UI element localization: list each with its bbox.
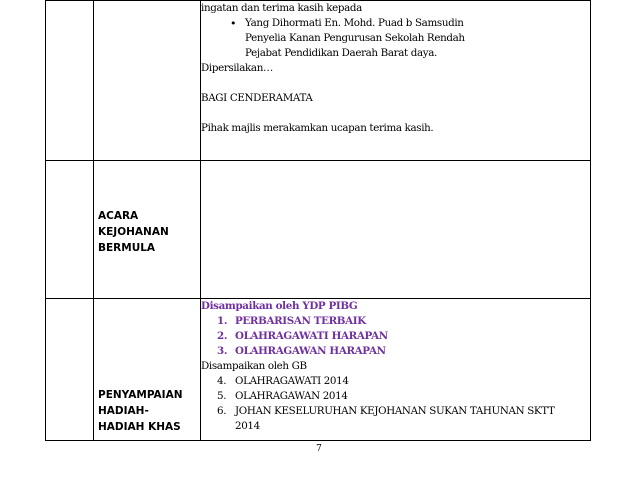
label-line: KEJOHANAN — [98, 225, 169, 238]
item-text: OLAHRAGAWATI 2014 — [235, 375, 349, 387]
label-line: HADIAH- — [98, 405, 149, 417]
item-text: JOHAN KESELURUHAN KEJOHANAN SUKAN TAHUNAN SKTT — [235, 405, 555, 417]
guest-position: Penyelia Kanan Pengurusan Sekolah Rendah — [245, 32, 465, 44]
program-table — [45, 0, 591, 441]
guest-bullet-list — [201, 16, 590, 61]
item-text: OLAHRAGAWATI HARAPAN — [235, 330, 388, 342]
list-item — [201, 329, 590, 344]
item-number: 2. — [217, 330, 228, 342]
list-item — [201, 314, 590, 329]
label-line: PENYAMPAIAN — [98, 389, 183, 401]
list-item — [201, 344, 590, 359]
time-cell — [46, 161, 94, 299]
guest-office: Pejabat Pendidikan Daerah Barat daya. — [245, 47, 437, 59]
table-row — [46, 299, 591, 441]
table-row — [46, 1, 591, 161]
label-line: HADIAH KHAS — [98, 421, 181, 433]
gb-heading: Disampaikan oleh GB — [201, 360, 307, 372]
item-number: 1. — [217, 315, 228, 327]
item-number: 6. — [217, 405, 227, 417]
guest-name: • Yang Dihormati En. Mohd. Puad b Samsudin — [245, 17, 464, 29]
item-text: OLAHRAGAWAN HARAPAN — [235, 345, 386, 357]
list-item — [201, 374, 590, 389]
item-number: 4. — [217, 375, 227, 387]
gb-award-list — [201, 374, 590, 434]
table-row — [46, 161, 591, 299]
time-cell — [46, 1, 94, 161]
text-line: ingatan dan terima kasih kepada — [201, 2, 362, 14]
activity-cell — [94, 299, 201, 441]
time-cell — [46, 299, 94, 441]
pibg-heading: Disampaikan oleh YDP PIBG — [201, 300, 358, 312]
spacer — [201, 76, 590, 91]
list-item — [230, 16, 590, 61]
label-line: BERMULA — [98, 241, 156, 254]
item-text: PERBARISAN TERBAIK — [235, 315, 366, 327]
item-number: 5. — [217, 390, 227, 402]
page-number: 7 — [316, 444, 322, 454]
invite-text: Dipersilakan… — [201, 62, 273, 74]
item-number: 3. — [217, 345, 228, 357]
activity-label — [94, 387, 200, 440]
activity-cell — [94, 161, 201, 299]
activity-cell — [94, 1, 201, 161]
description-cell — [201, 161, 591, 299]
item-text: OLAHRAGAWAN 2014 — [235, 390, 348, 402]
list-item — [201, 389, 590, 404]
activity-label — [94, 204, 200, 256]
list-item — [201, 404, 590, 434]
label-line: ACARA — [98, 209, 139, 222]
description-cell — [201, 1, 591, 161]
thanks-text: Pihak majlis merakamkan ucapan terima kasih. — [201, 122, 434, 134]
item-text-continued: 2014 — [235, 420, 260, 432]
pibg-award-list — [201, 314, 590, 359]
description-cell — [201, 299, 591, 441]
souvenir-heading: BAGI CENDERAMATA — [201, 92, 313, 104]
spacer — [201, 106, 590, 121]
